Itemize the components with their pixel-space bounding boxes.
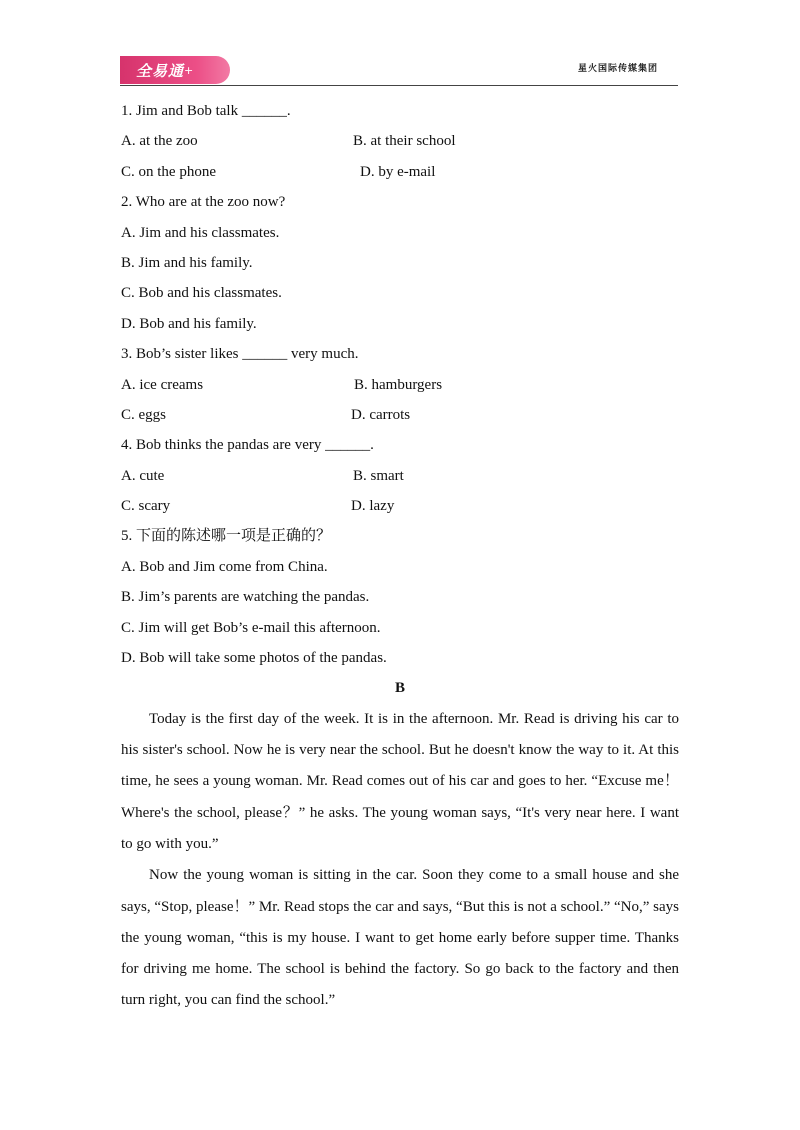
brand-name-cn: 星火国际传媒集团 [577, 64, 658, 74]
option: A. cute [121, 467, 165, 484]
question-stem-5: 5. 下面的陈述哪一项是正确的？ [121, 528, 332, 545]
option: D. lazy [351, 498, 395, 515]
question-stem-2: 2. Who are at the zoo now? [121, 194, 286, 211]
header-divider [120, 85, 678, 86]
option-row [121, 157, 679, 187]
option: B. hamburgers [354, 376, 443, 393]
publisher-brand [578, 61, 658, 78]
question-stem-1: 1. Jim and Bob talk ______. [121, 103, 291, 119]
logo-text: 全易通 [136, 61, 185, 80]
option-row [121, 461, 679, 491]
section-title: B [394, 680, 405, 697]
option: C. eggs [121, 406, 166, 423]
option: A. Jim and his classmates. [121, 224, 280, 241]
option-row [121, 400, 679, 430]
option: A. Bob and Jim come from China. [121, 558, 328, 575]
question-stem-3: 3. Bob’s sister likes ______ very much. [121, 346, 359, 363]
option: B. Jim’s parents are watching the pandas. [121, 589, 370, 606]
document-body [121, 96, 679, 1017]
option: B. Jim and his family. [121, 254, 253, 271]
option: C. Bob and his classmates. [121, 285, 282, 302]
logo-plus: + [184, 63, 194, 77]
quanyitong-logo [120, 56, 230, 84]
option: A. ice creams [121, 376, 204, 393]
passage-paragraph: Today is the first day of the week. It is in the afternoon. Mr. Read is driving his car to his sister's school. Now he is very near the school. But he doesn't know the way to it. At this time, he sees a young woman. Mr. Read comes out of his car and goes to her. “Excuse me！ Where's the school, please？” he asks. The young woman says, “It's very near here. I want to go with you.” [121, 710, 679, 852]
option: D. by e-mail [360, 163, 436, 180]
page-header [120, 56, 680, 88]
passage-paragraph: Now the young woman is sitting in the car. Soon they come to a small house and she says, “Stop, please！” Mr. Read stops the car and says, “But this is not a school.” “No,” says the young woman, “this is my house. I want to get home early before supper time. Thanks for driving me home. The school is behind the factory. So go back to the factory and then turn right, you can find the school.” [121, 867, 679, 1009]
brand-name-en [578, 74, 658, 78]
option: D. Bob and his family. [121, 315, 257, 332]
option: B. at their school [353, 133, 456, 150]
option-row [121, 126, 679, 156]
option-row [121, 370, 679, 400]
option: A. at the zoo [121, 133, 198, 150]
option-row [121, 491, 679, 521]
option: C. Jim will get Bob’s e-mail this afternoon. [121, 619, 381, 636]
option: D. Bob will take some photos of the pandas. [121, 650, 387, 667]
option: C. scary [121, 498, 171, 515]
question-stem-4: 4. Bob thinks the pandas are very ______. [121, 437, 374, 454]
option: B. smart [353, 467, 404, 484]
option: D. carrots [351, 406, 411, 423]
option: C. on the phone [121, 163, 216, 180]
